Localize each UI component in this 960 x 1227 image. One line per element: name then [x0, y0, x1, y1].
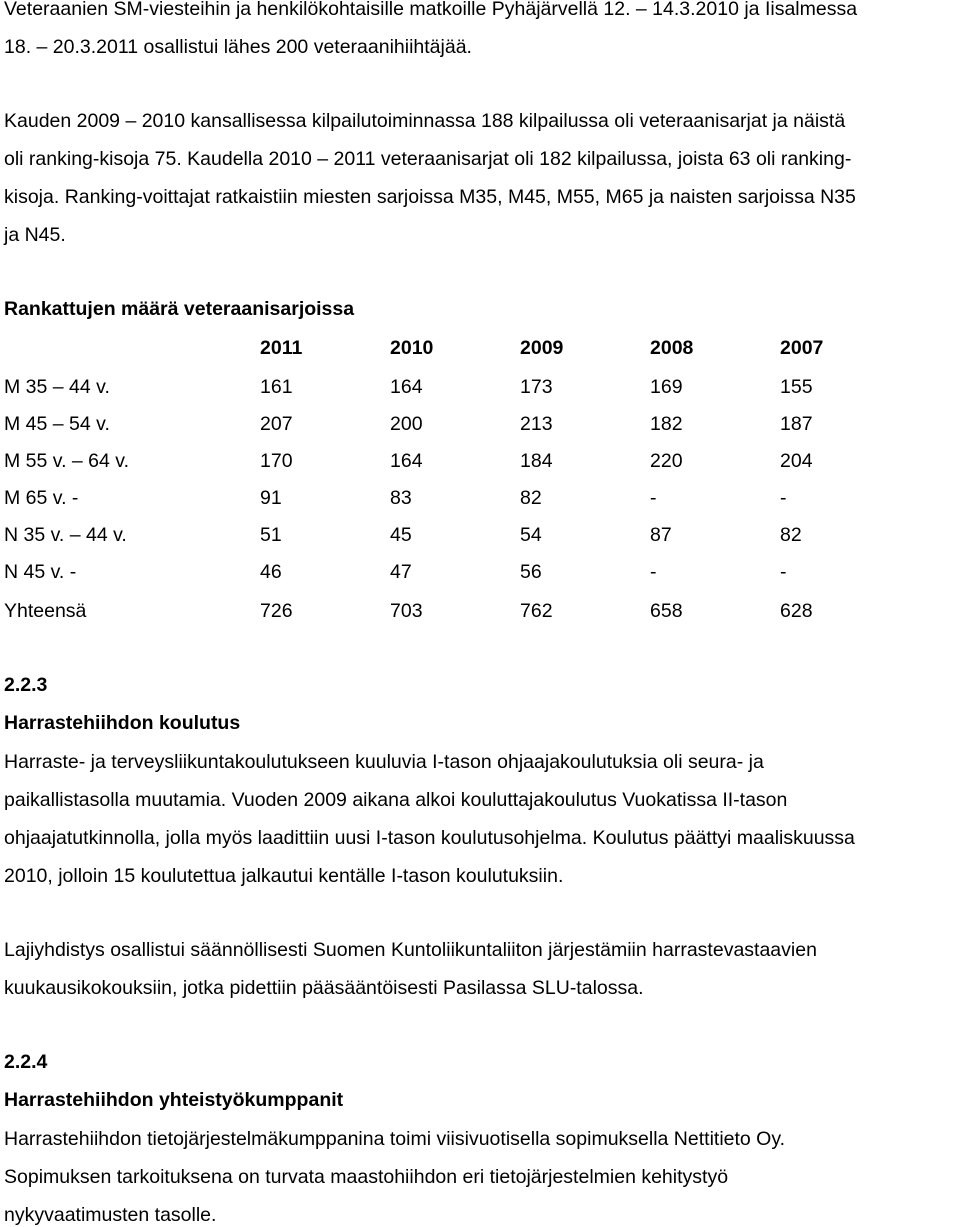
table-cell: 628 — [780, 600, 813, 622]
table-cell: 182 — [650, 413, 683, 435]
table-row — [0, 561, 960, 585]
koulutus-line-2: paikallistasolla muutamia. Vuoden 2009 aikana alkoi kouluttajakoulutus Vuokatissa II-tason — [4, 789, 788, 811]
table-cell: - — [780, 487, 787, 509]
table-row — [0, 450, 960, 474]
table-cell: 762 — [520, 600, 553, 622]
koulutus-line-4: 2010, jolloin 15 koulutettua jalkautui kentälle I-tason koulutuksiin. — [4, 865, 564, 887]
section-heading-yhteistyokumppanit: Harrastehiihdon yhteistyökumppanit — [4, 1089, 344, 1111]
table-row — [0, 487, 960, 511]
row-label: N 35 v. – 44 v. — [4, 524, 127, 546]
table-cell: 658 — [650, 600, 683, 622]
header-2008: 2008 — [650, 337, 694, 359]
table-cell: 213 — [520, 413, 553, 435]
table-cell: 56 — [520, 561, 542, 583]
row-label: M 45 – 54 v. — [4, 413, 110, 435]
header-2011: 2011 — [260, 337, 303, 359]
section-number-2-2-4: 2.2.4 — [4, 1051, 48, 1073]
row-label: M 65 v. - — [4, 487, 79, 509]
header-2007: 2007 — [780, 337, 824, 359]
table-cell: 164 — [390, 450, 423, 472]
table-total-row — [0, 600, 960, 624]
header-2010: 2010 — [390, 337, 434, 359]
table-cell: 83 — [390, 487, 412, 509]
table-cell: 51 — [260, 524, 282, 546]
kumppanit-line-1: Harrastehiihdon tietojärjestelmäkumppanina toimi viisivuotisella sopimuksella Nettitieto Oy. — [4, 1128, 786, 1150]
koulutus-line-3: ohjaajatutkinnolla, jolla myös laadittiin uusi I-tason koulutusohjelma. Koulutus päättyi maaliskuussa — [4, 827, 855, 849]
table-cell: - — [650, 487, 657, 509]
table-cell: 82 — [520, 487, 542, 509]
table-cell: 703 — [390, 600, 423, 622]
table-cell: 47 — [390, 561, 412, 583]
table-cell: 155 — [780, 376, 813, 398]
association-line-1: Lajiyhdistys osallistui säännöllisesti Suomen Kuntoliikuntaliiton järjestämiin harrastevastaavien — [4, 939, 817, 961]
season-line-1: Kauden 2009 – 2010 kansallisessa kilpailutoiminnassa 188 kilpailussa oli veteraanisarjat ja näistä — [4, 110, 846, 132]
table-cell: 46 — [260, 561, 282, 583]
table-cell: 161 — [260, 376, 293, 398]
table-cell: - — [650, 561, 657, 583]
kumppanit-line-3: nykyvaatimusten tasolle. — [4, 1204, 217, 1226]
season-line-3: kisoja. Ranking-voittajat ratkaistiin miesten sarjoissa M35, M45, M55, M65 ja naisten sarjoissa N35 — [4, 186, 856, 208]
table-row — [0, 376, 960, 400]
row-label: N 45 v. - — [4, 561, 77, 583]
row-label: Yhteensä — [4, 600, 87, 622]
row-label: M 35 – 44 v. — [4, 376, 110, 398]
table-cell: 170 — [260, 450, 293, 472]
table-row — [0, 413, 960, 437]
table-title: Rankattujen määrä veteraanisarjoissa — [4, 298, 355, 320]
table-cell: - — [780, 561, 787, 583]
header-2009: 2009 — [520, 337, 564, 359]
table-cell: 220 — [650, 450, 683, 472]
table-row — [0, 524, 960, 548]
kumppanit-line-2: Sopimuksen tarkoituksena on turvata maastohiihdon eri tietojärjestelmien kehitystyö — [4, 1166, 729, 1188]
association-line-2: kuukausikokouksiin, jotka pidettiin pääsääntöisesti Pasilassa SLU-talossa. — [4, 977, 644, 999]
table-cell: 45 — [390, 524, 412, 546]
table-cell: 54 — [520, 524, 542, 546]
table-header-row — [0, 337, 960, 361]
table-cell: 169 — [650, 376, 683, 398]
row-label: M 55 v. – 64 v. — [4, 450, 129, 472]
table-cell: 726 — [260, 600, 293, 622]
koulutus-line-1: Harraste- ja terveysliikuntakoulutukseen kuuluvia I-tason ohjaajakoulutuksia oli seura- ja — [4, 751, 764, 773]
table-cell: 184 — [520, 450, 553, 472]
section-number-2-2-3: 2.2.3 — [4, 674, 48, 696]
table-cell: 164 — [390, 376, 423, 398]
season-line-2: oli ranking-kisoja 75. Kaudella 2010 – 2011 veteraanisarjat oli 182 kilpailussa, joista 63 oli ranking- — [4, 148, 852, 170]
table-cell: 207 — [260, 413, 293, 435]
table-cell: 200 — [390, 413, 423, 435]
intro-line-1: Veteraanien SM-viesteihin ja henkilökohtaisille matkoille Pyhäjärvellä 12. – 14.3.2010 ja Iisalmessa — [4, 0, 858, 20]
season-line-4: ja N45. — [4, 224, 66, 246]
section-heading-koulutus: Harrastehiihdon koulutus — [4, 712, 241, 734]
table-cell: 87 — [650, 524, 672, 546]
table-cell: 204 — [780, 450, 813, 472]
table-cell: 187 — [780, 413, 813, 435]
table-cell: 91 — [260, 487, 282, 509]
table-cell: 173 — [520, 376, 553, 398]
table-cell: 82 — [780, 524, 802, 546]
intro-line-2: 18. – 20.3.2011 osallistui lähes 200 veteraanihiihtäjää. — [4, 36, 472, 58]
